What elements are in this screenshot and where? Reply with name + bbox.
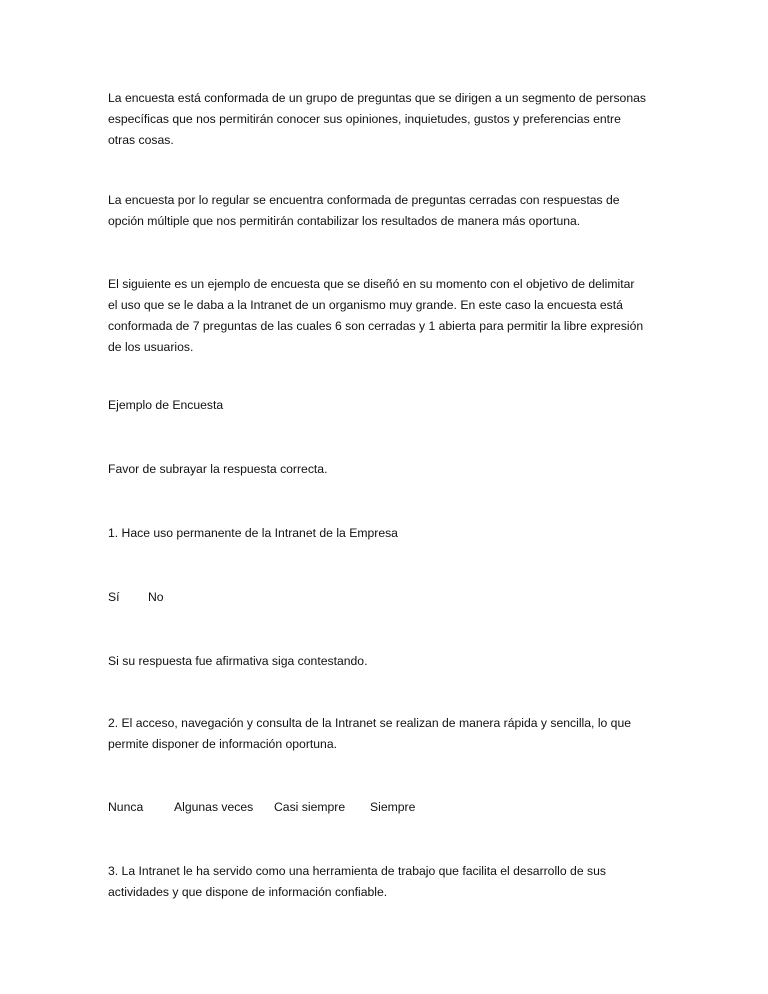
example-description-paragraph [108,274,668,358]
text-line: actividades y que dispone de información confiable. [108,885,388,899]
intro-paragraph [108,88,668,151]
survey-instruction [108,459,668,480]
text-line: permite disponer de información oportuna. [108,737,337,751]
text-line: El siguiente es un ejemplo de encuesta que se diseñó en su momento con el objetivo de delimitar [108,277,635,291]
text-line: 1. Hace uso permanente de la Intranet de la Empresa [108,526,398,540]
text-line: el uso que se le daba a la Intranet de un organismo muy grande. En este caso la encuesta está [108,298,623,312]
text-line: Si su respuesta fue afirmativa siga contestando. [108,654,368,668]
option-algunas-veces: Algunas veces [174,800,254,814]
question-3 [108,861,668,903]
option-si: Sí [108,590,120,604]
text-line: Ejemplo de Encuesta [108,398,224,412]
text-line: Favor de subrayar la respuesta correcta. [108,462,328,476]
option-siempre: Siempre [370,800,416,814]
question-2 [108,713,668,755]
option-no: No [148,590,164,604]
continue-note [108,651,668,672]
option-nunca: Nunca [108,800,144,814]
text-line: La encuesta por lo regular se encuentra conformada de preguntas cerradas con respuestas de [108,193,620,207]
question-1 [108,523,668,544]
text-line: 3. La Intranet le ha servido como una herramienta de trabajo que facilita el desarrollo de sus [108,864,606,878]
text-line: 2. El acceso, navegación y consulta de la Intranet se realizan de manera rápida y sencilla, lo que [108,716,632,730]
survey-heading [108,395,668,416]
closed-questions-paragraph [108,190,668,232]
text-line: opción múltiple que nos permitirán contabilizar los resultados de manera más oportuna. [108,214,581,228]
text-line: específicas que nos permitirán conocer sus opiniones, inquietudes, gustos y preferencias entre [108,112,621,126]
text-line: otras cosas. [108,133,174,147]
text-line: de los usuarios. [108,340,194,354]
text-line: conformada de 7 preguntas de las cuales 6 son cerradas y 1 abierta para permitir la libre expresión [108,319,644,333]
text-line: La encuesta está conformada de un grupo de preguntas que se dirigen a un segmento de personas [108,91,646,105]
option-casi-siempre: Casi siempre [274,800,346,814]
